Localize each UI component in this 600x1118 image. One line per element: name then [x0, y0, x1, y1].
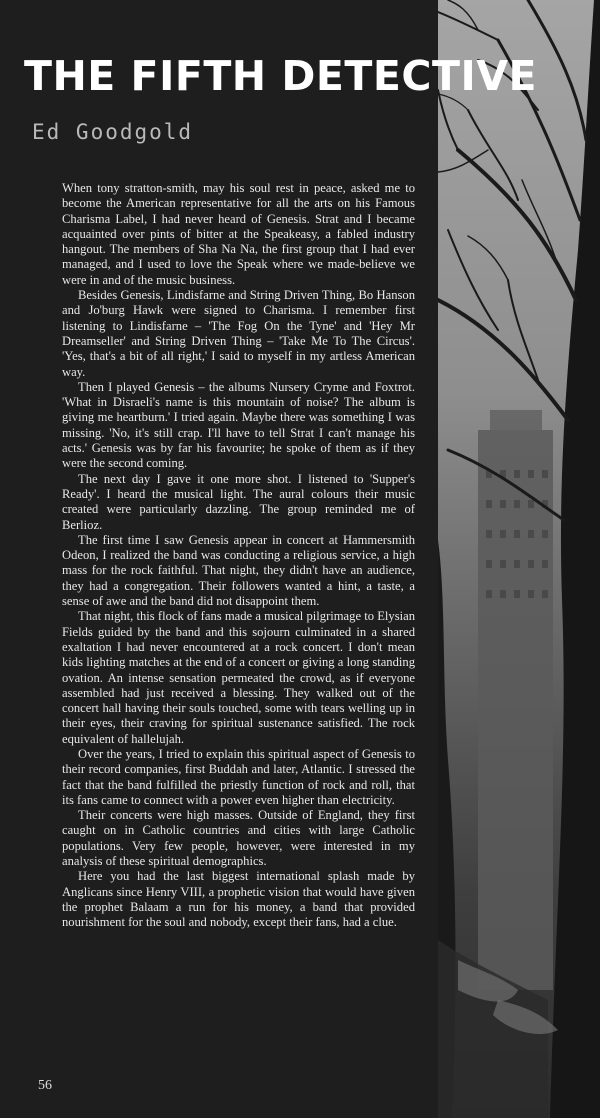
article-paragraph: The next day I gave it one more shot. I listened to 'Supper's Ready'. I heard the musical light. The aural colours their music created were particularly dazzling. The group reminded me of Berlioz.	[62, 471, 415, 532]
article-paragraph: Their concerts were high masses. Outside of England, they first caught on in Catholic countries and cities with large Catholic populations. Very few people, however, were interested in my analysis of these spiritual demographics.	[62, 808, 415, 869]
page-title: THE FIFTH DETECTIVE	[24, 52, 537, 100]
article-paragraph: The first time I saw Genesis appear in concert at Hammersmith Odeon, I realized the band was conducting a religious service, a high mass for the rock faithful. That night, they didn't have an audience, they had a congregation. Their followers wanted a hint, a taste, a sense of awe and the band did not disappoint them.	[62, 532, 415, 609]
tree-photograph-art	[438, 0, 600, 1118]
article-paragraph: Besides Genesis, Lindisfarne and String Driven Thing, Bo Hanson and Jo'burg Hawk were signed to Charisma. I remember first listening to Lindisfarne – 'The Fog On the Tyne' and 'Hey Mr Dreamseller' and String Driven Thing – 'Take Me To The Circus'. 'Yes, that's a bit of all right,' I said to myself in my artless American way.	[62, 288, 415, 379]
article-paragraph: Here you had the last biggest international splash made by Anglicans since Henry VIII, a prophetic vision that would have given the prophet Balaam a run for his money, a band that provided nourishment for the soul and nobody, except their fans, had a clue.	[62, 869, 415, 930]
article-paragraph: That night, this flock of fans made a musical pilgrimage to Elysian Fields guided by the band and this sojourn culminated in a shared exaltation I had never encountered at a rock concert. I don't mean kids lighting matches at the end of a concert or giving a long standing ovation. An intense sensation permeated the crowd, as if everyone assembled had just received a blessing. They walked out of the concert hall having their souls touched, some with tears welling up in their eyes, their craving for spiritual sustenance satisfied. The rock equivalent of hallelujah.	[62, 609, 415, 746]
page-number: 56	[38, 1078, 52, 1093]
article-paragraph: Over the years, I tried to explain this spiritual aspect of Genesis to their record companies, first Buddah and later, Atlantic. I stressed the fact that the band fulfilled the priestly function of rock and roll, that its fans came to connect with a power even higher than electricity.	[62, 746, 415, 807]
article-paragraph: Then I played Genesis – the albums Nursery Cryme and Foxtrot. 'What in Disraeli's name is this mountain of noise? The album is giving me heartburn.' I tried again. Maybe there was something I was missing. 'No, it's still crap. I'll have to tell Strat I can't manage his acts.' Genesis was by far his favourite; he spoke of them as if they were the second coming.	[62, 379, 415, 471]
article-body	[62, 181, 415, 931]
article-paragraph: When tony stratton-smith, may his soul rest in peace, asked me to become the American representative for all the arts on his Famous Charisma Label, I had never heard of Genesis. Strat and I became acquainted over pints of bitter at the Speakeasy, a fabled industry hangout. The members of Sha Na Na, the first group that I had ever managed, and I used to love the Speak where we made-believe we were in and of the music business.	[62, 181, 415, 287]
author-byline: Ed Goodgold	[32, 120, 194, 144]
tree-photograph	[438, 0, 600, 1118]
